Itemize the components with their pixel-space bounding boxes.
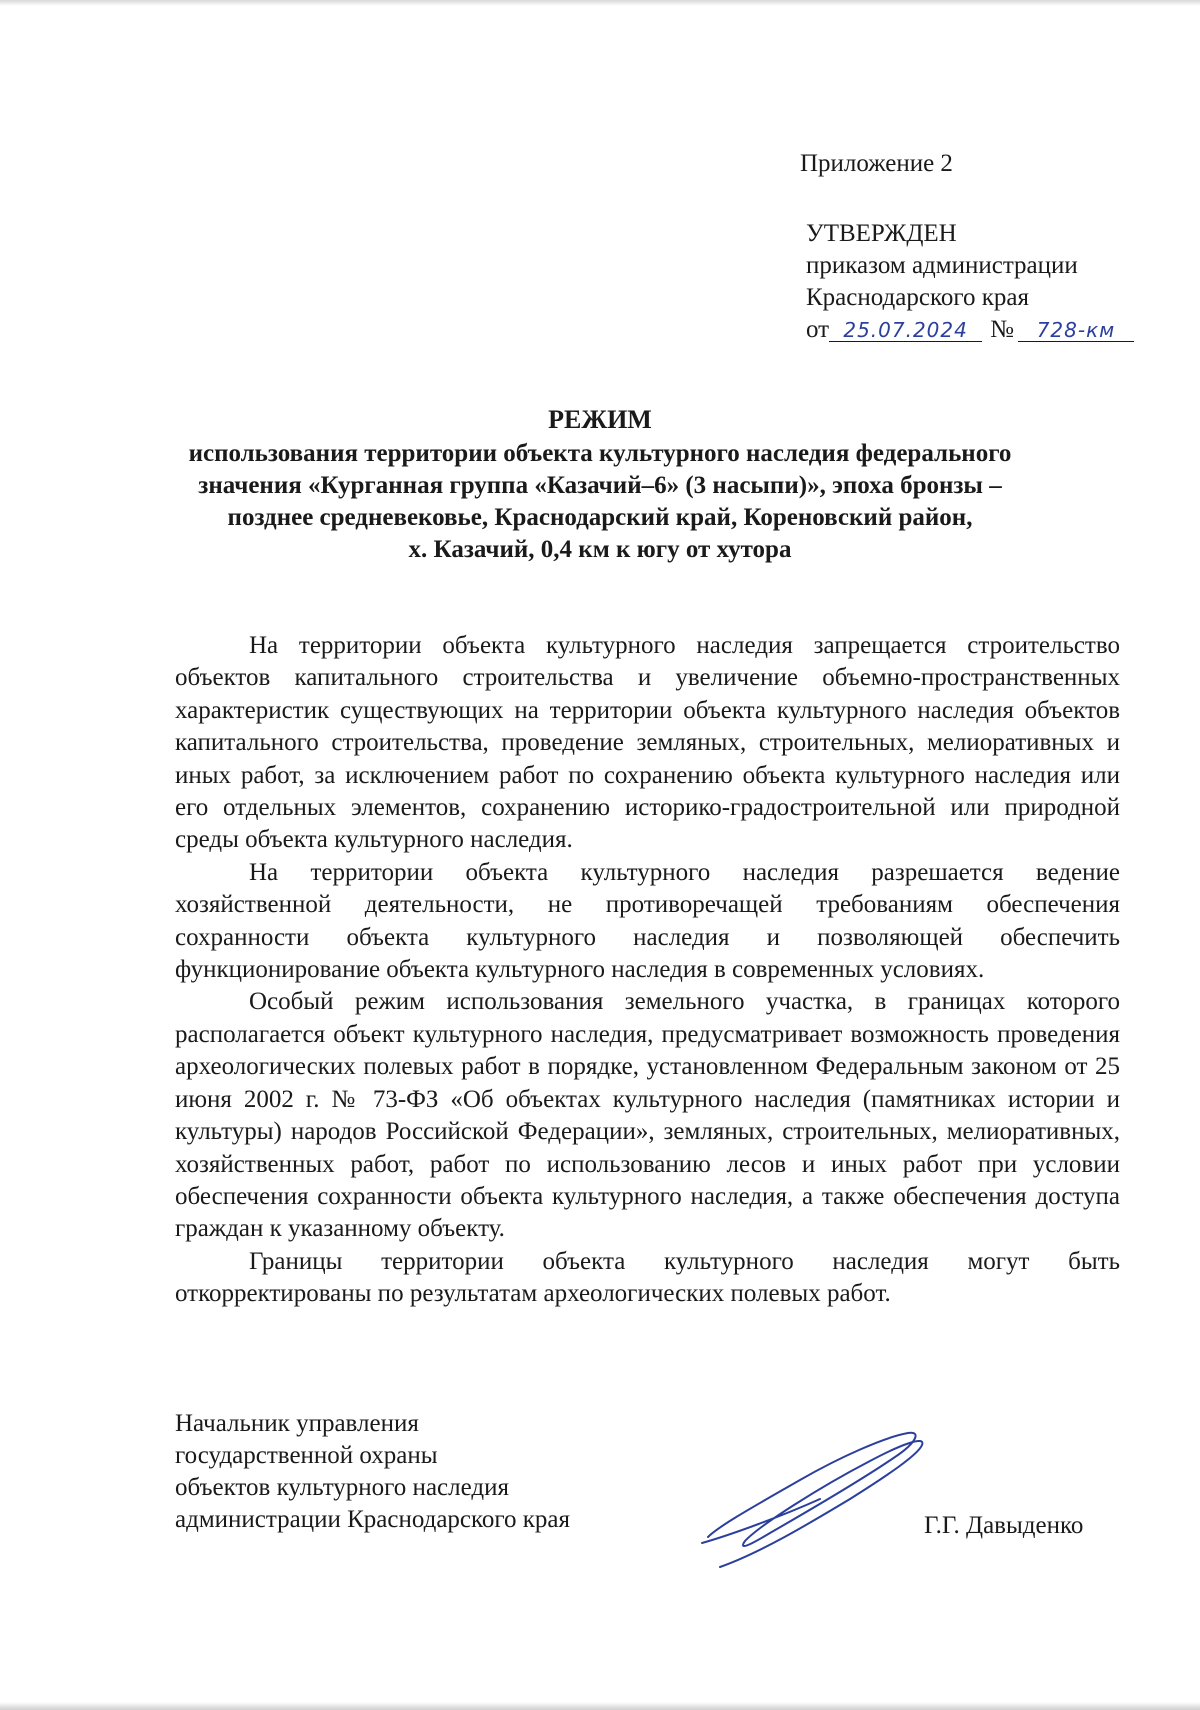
title-line-4: х. Казачий, 0,4 км к югу от хутора (408, 536, 792, 563)
signatory-line-1: Начальник управления (175, 1410, 419, 1437)
handwritten-signature (690, 1425, 940, 1575)
scan-edge-top (0, 0, 1200, 6)
document-title-block (150, 404, 1050, 566)
date-prefix: от (806, 316, 830, 343)
body-paragraph-3: Особый режим использования земельного участка, в границах которого располагается объект культурного наследия, предусматривает возможность проведения археологических полевых работ в порядке, установленном Федеральным законом от 25 июня 2002 г. № 73-ФЗ «Об объектах культурного наследия (памятниках истории и культуры) народов Российской Федерации», земляных, строительных, мелиоративных, хозяйственных работ, работ по использованию лесов и иных работ при условии обеспечения сохранности объекта культурного наследия, а также обеспечения доступа граждан к указанному объекту. (175, 988, 1120, 1243)
signatory-position (175, 1408, 570, 1536)
order-date-number-line (806, 314, 1134, 346)
signatory-line-2: государственной охраны (175, 1442, 438, 1469)
title-line-3: позднее средневековье, Краснодарский край, Кореновский район, (227, 504, 973, 531)
handwritten-order-number: 728-км (1018, 319, 1134, 342)
body-paragraph-1: На территории объекта культурного наследия запрещается строительство объектов капитального строительства и увеличение объемно-пространственных характеристик существующих на территории объекта культурного наследия объектов капитального строительства, проведение земляных, строительных, мелиоративных и иных работ, за исключением работ по сохранению объекта культурного наследия или его отдельных элементов, сохранению историко-градостроительной или природной среды объекта культурного наследия. (175, 632, 1120, 854)
approved-label: УТВЕРЖДЕН (806, 220, 957, 247)
scan-edge-bottom (0, 1702, 1200, 1710)
document-heading: РЕЖИМ (548, 405, 652, 434)
signatory-line-4: администрации Краснодарского края (175, 1506, 571, 1533)
title-line-1: использования территории объекта культурного наследия федерального (188, 440, 1012, 467)
appendix-label: Приложение 2 (800, 150, 953, 177)
approved-by-line1: приказом администрации (806, 252, 1078, 279)
handwritten-order-date: 25.07.2024 (829, 319, 982, 342)
signatory-line-3: объектов культурного наследия (175, 1474, 509, 1501)
title-line-2: значения «Курганная группа «Казачий–6» (3 насыпи)», эпоха бронзы – (198, 472, 1002, 499)
body-paragraph-2: На территории объекта культурного наследия разрешается ведение хозяйственной деятельности, не противоречащей требованиям обеспечения сохранности объекта культурного наследия и позволяющей обеспечить функционирование объекта культурного наследия в современных условиях. (175, 858, 1120, 984)
body-paragraph-4: Границы территории объекта культурного наследия могут быть откорректированы по результатам археологических полевых работ. (175, 1247, 1120, 1308)
approval-block (806, 218, 1134, 346)
signer-name: Г.Г. Давыденко (924, 1512, 1084, 1539)
approved-by-line2: Краснодарского края (806, 284, 1029, 311)
number-sign: № (990, 316, 1014, 343)
document-body (175, 630, 1120, 1311)
